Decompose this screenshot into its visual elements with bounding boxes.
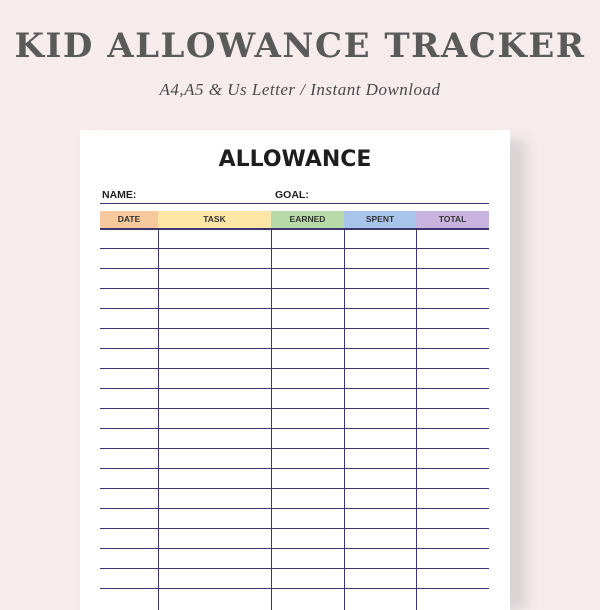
table-row xyxy=(100,588,489,589)
table-row xyxy=(100,488,489,489)
table-row xyxy=(100,308,489,309)
table-row xyxy=(100,448,489,449)
column-divider xyxy=(416,229,417,610)
header-total: TOTAL xyxy=(416,211,489,228)
column-divider xyxy=(271,229,272,610)
table-row xyxy=(100,288,489,289)
allowance-sheet xyxy=(80,130,510,610)
header-earned: EARNED xyxy=(271,211,344,228)
table-row xyxy=(100,508,489,509)
banner-subtitle: A4,A5 & Us Letter / Instant Download xyxy=(159,80,441,99)
goal-label: GOAL: xyxy=(275,189,309,201)
column-divider xyxy=(344,229,345,610)
table-row xyxy=(100,268,489,269)
column-divider xyxy=(158,229,159,610)
table-row xyxy=(100,368,489,369)
sheet-title: ALLOWANCE xyxy=(218,147,372,172)
table-row xyxy=(100,568,489,569)
table-row xyxy=(100,408,489,409)
table-row xyxy=(100,468,489,469)
header-task: TASK xyxy=(158,211,271,228)
table-row xyxy=(100,328,489,329)
banner-title: KID ALLOWANCE TRACKER xyxy=(14,26,586,66)
name-label: NAME: xyxy=(102,189,137,201)
table-row xyxy=(100,528,489,529)
table-row xyxy=(100,428,489,429)
table-row xyxy=(100,548,489,549)
header-date: DATE xyxy=(100,211,158,228)
header-spent: SPENT xyxy=(344,211,416,228)
table-row xyxy=(100,388,489,389)
table-row xyxy=(100,348,489,349)
table-row xyxy=(100,248,489,249)
name-goal-underline xyxy=(100,203,489,204)
